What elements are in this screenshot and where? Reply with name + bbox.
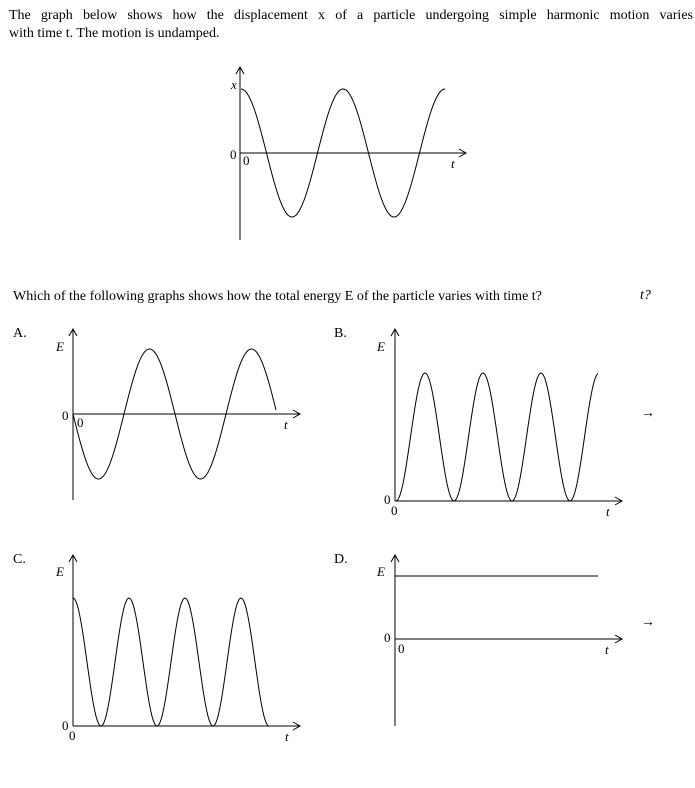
main-zero-y: 0 — [230, 147, 237, 162]
b-xlabel: t — [606, 504, 610, 519]
main-zero-x: 0 — [243, 153, 250, 168]
d-zero-x: 0 — [398, 641, 405, 656]
a-zero-x: 0 — [77, 415, 84, 430]
option-d-letter: D. — [334, 552, 348, 567]
a-zero-y: 0 — [62, 408, 69, 423]
stray-arrow-b: → — [641, 406, 655, 421]
main-xlabel: t — [451, 156, 455, 171]
d-zero-y: 0 — [384, 630, 391, 645]
b-zero-y: 0 — [384, 492, 391, 507]
d-xlabel: t — [605, 642, 609, 657]
option-b-letter: B. — [334, 326, 347, 341]
stray-arrow-d: → — [641, 615, 655, 630]
b-zero-x: 0 — [391, 503, 398, 518]
stray-t-label: t? — [640, 288, 651, 303]
option-a-letter: A. — [13, 326, 27, 341]
c-zero-x: 0 — [69, 728, 76, 743]
c-xlabel: t — [285, 729, 289, 744]
option-c-letter: C. — [13, 552, 26, 567]
intro-line-2: with time t. The motion is undamped. — [9, 26, 220, 41]
main-ylabel: x — [231, 77, 237, 92]
a-xlabel: t — [284, 417, 288, 432]
a-ylabel: E — [56, 339, 64, 354]
intro-line-1: The graph below shows how the displacement x of a particle undergoing simple harmonic motion varies — [9, 8, 693, 23]
c-ylabel: E — [56, 564, 64, 579]
d-ylabel: E — [377, 564, 385, 579]
question-text: Which of the following graphs shows how the total energy E of the particle varies with time t? — [13, 289, 542, 304]
b-ylabel: E — [377, 339, 385, 354]
c-zero-y: 0 — [62, 718, 69, 733]
